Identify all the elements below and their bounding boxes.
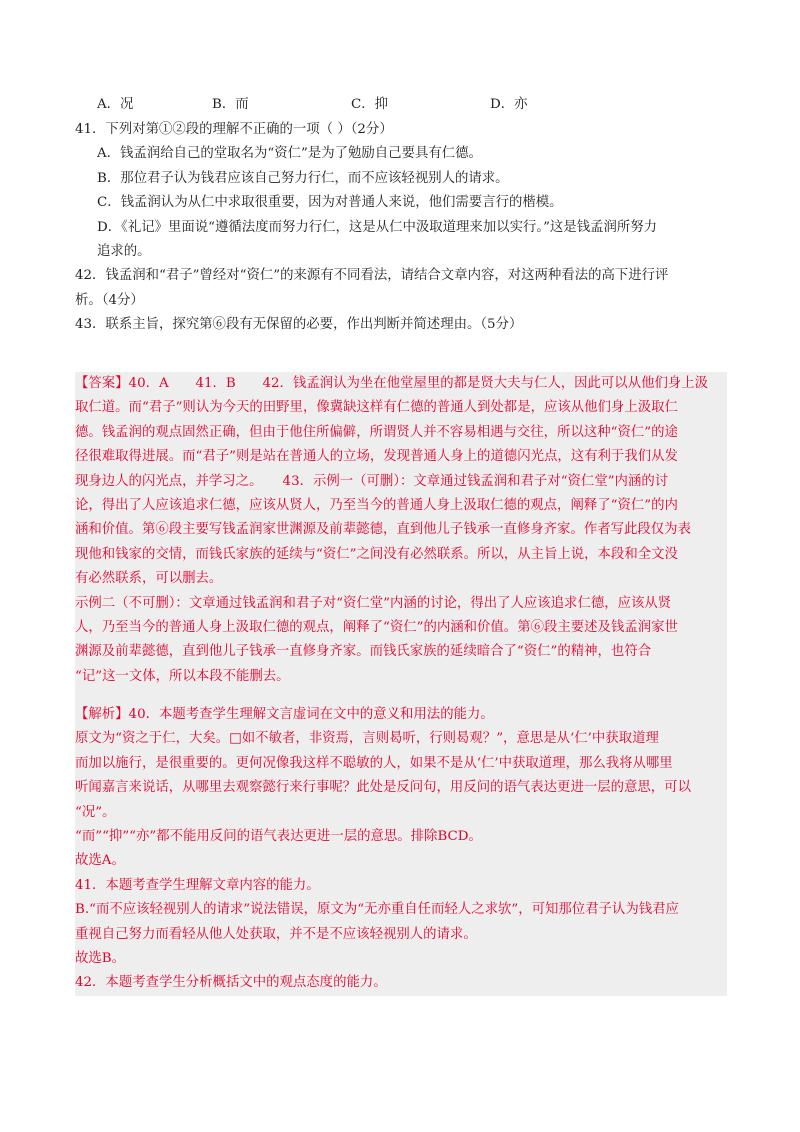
analysis-line: 听闻嘉言来说话，从哪里去观察懿行来行事呢？此处是反问句，用反问的语气表达更进一层的意思，可以 [75,780,691,796]
question-43: 43．联系主旨，探究第⑥段有无保留的必要，作出判断并简述理由。（5分） [75,317,523,333]
section-gap [75,689,727,703]
option-b: B．而 [212,97,249,112]
answer-line: 渊源及前辈懿德，直到他儿子钱承一直修身齐家。而钱氏家族的延续暗合了“资仁”的精神，也符合 [75,644,652,660]
answer-line: 有必然联系，可以删去。 [75,571,223,587]
analysis-line: 原文为“资之于仁，大矣。□如不敏者，非资焉，言则曷听，行则曷观？”，意思是从‘仁’中获取道理 [75,731,659,747]
answer-line: 径很难取得进展。而“君子”则是站在普通人的立场，发现普通人身上的道德闪光点，这有利于我们从发 [75,449,678,465]
analysis-line: 故选B。 [75,950,126,966]
answer-line: 现他和钱家的交情，而钱氏家族的延续与“资仁”之间没有必然联系。所以，从主旨上说，本段和全文没 [75,546,678,562]
question-41-option-d-line-1: D．《礼记》里面说“遵循法度而努力行仁，这是从仁中汲取道理来加以实行。”这是钱孟润所努力 [97,219,658,235]
answer-line: 取仁道。而“君子”则认为今天的田野里，像冀缺这样有仁德的普通人到处都是，应该从他们身上汲取仁 [75,400,678,416]
answer-line: 【答案】40．A 41．B 42．钱孟润认为坐在他堂屋里的都是贤大夫与仁人，因此可以从他们身上汲 [75,376,709,391]
analysis-line: B.“而不应该轻视别人的请求”说法错误，原文为“无亦重自任而轻人之求欤”，可知那位君子认为钱君应 [75,902,679,918]
question-41-option-b: B．那位君子认为钱君应该自己努力行仁，而不应该轻视别人的请求。 [97,170,509,186]
answer-line: 示例二（不可删）：文章通过钱孟润和君子对“资仁堂”内涵的讨论，得出了人应该追求仁德，应该从贤 [75,595,672,611]
question-42-line-1: 42．钱孟润和“君子”曾经对“资仁”的来源有不同看法，请结合文章内容，对这两种看法的高下进行评 [75,268,669,284]
answer-line: 涵和价值。第⑥段主要写钱孟润家世渊源及前辈懿德，直到他儿子钱承一直修身齐家。作者写此段仅为表 [75,522,691,538]
analysis-line: 41．本题考查学生理解文章内容的能力。 [75,877,320,893]
analysis-line: 【解析】40．本题考查学生理解文言虚词在文中的意义和用法的能力。 [75,707,494,723]
question-41-option-a: A．钱孟润给自己的堂取名为“资仁”是为了勉励自己要具有仁德。 [97,146,482,162]
analysis-line: 故选A。 [75,853,125,869]
analysis-line: “而”“抑”“亦”都不能用反问的语气表达更进一层的意思。排除BCD。 [75,829,482,845]
answer-line: 德。钱孟润的观点固然正确，但由于他住所偏僻，所谓贤人并不容易相遇与交往，所以这种“资仁”的途 [75,424,678,440]
analysis-line: 42．本题考查学生分析概括文中的观点态度的能力。 [75,975,387,991]
question-41-option-c: C．钱孟润认为从仁中求取很重要，因为对普通人来说，他们需要言行的楷模。 [97,195,563,211]
answer-line: 论，得出了人应该追求仁德，应该从贤人，乃至当今的普通人身上汲取仁德的观点，阐释了“资仁”的内 [75,497,678,513]
question-41-stem: 41．下列对第①②段的理解不正确的一项（ ）（2分） [75,122,393,137]
analysis-line: 而加以施行，是很重要的。更何况像我这样不聪敏的人，如果不是从‘仁’中获取道理，那么我将从哪里 [75,755,673,771]
answer-line: “记”这一文体，所以本段不能删去。 [75,668,290,684]
analysis-line: “况”。 [75,804,116,820]
questions-block [75,118,725,338]
analysis-line: 重视自己努力而看轻从他人处获取，并不是不应该轻视别人的请求。 [75,926,477,942]
answer-line: 人，乃至当今的普通人身上汲取仁德的观点，阐释了“资仁”的内涵和价值。第⑥段主要述及钱孟润家世 [75,619,678,635]
question-41-option-d-line-2: 追求的。 [97,243,151,259]
option-a: A．况 [97,97,134,112]
answer-line: 现身边人的闪光点，并学习之。 43．示例一（可删）：文章通过钱孟润和君子对“资仁堂”内涵的讨 [75,473,669,489]
option-c: C．抑 [351,97,389,112]
answer-section [75,372,727,996]
question-42-line-2: 析。（4分） [75,292,144,308]
option-d: D．亦 [490,97,528,112]
